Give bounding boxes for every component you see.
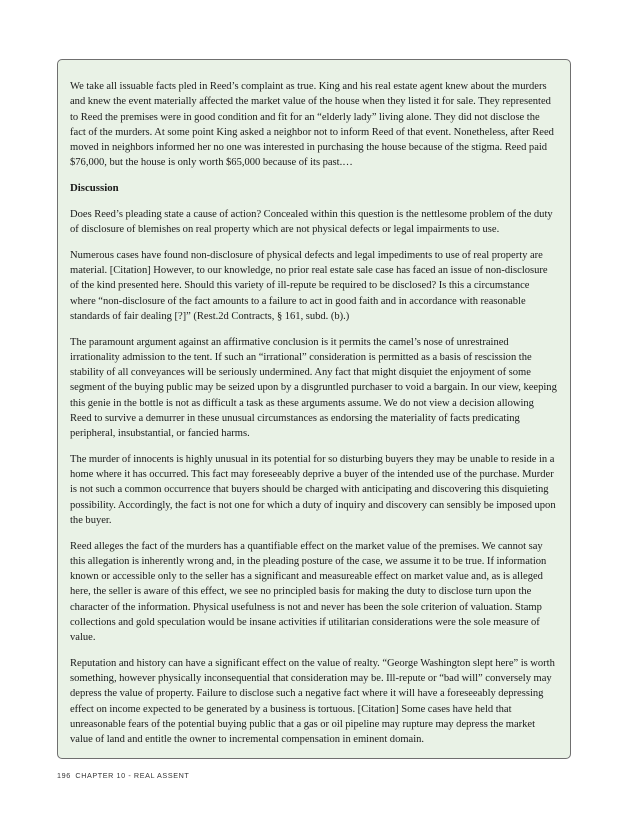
discussion-heading: Discussion [70, 182, 119, 194]
case-excerpt-box [57, 59, 571, 759]
chapter-label: CHAPTER 10 - REAL ASSENT [75, 771, 190, 780]
discussion-paragraph: Does Reed’s pleading state a cause of action? Concealed within this question is the nettlesome problem of the duty of disclosure of blemishes on real property which are not physical defects or legal impairments to use. [70, 208, 553, 235]
page-footer [57, 771, 191, 780]
page-number: 196 [57, 771, 71, 780]
discussion-paragraph: Numerous cases have found non-disclosure of physical defects and legal impediments to use of real property are material. [Citation] However, to our knowledge, no prior real estate sale case has faced an issue of non-disclosure of the kind presented here. Should this variety of ill-repute be required to be disclosed? Is this a circumstance where “non-disclosure of the fact amounts to a failure to act in good faith and in accordance with reasonable standards of fair dealing [?]” (Rest.2d Contracts, § 161, subd. (b).) [70, 249, 548, 322]
discussion-paragraph: Reed alleges the fact of the murders has a quantifiable effect on the market value of the premises. We cannot say this allegation is inherently wrong and, in the pleading posture of the case, we assume it to be true. If information known or accessible only to the seller has a significant and measureable effect on market value and, as is alleged here, the seller is aware of this effect, we see no principled basis for making the duty to disclose turn upon the character of the information. Physical usefulness is not and never has been the sole criterion of valuation. Stamp collections and gold speculation would be insane activities if utilitarian considerations were the sole measure of value. [70, 540, 547, 643]
discussion-paragraph: The paramount argument against an affirmative conclusion is it permits the camel’s nose of unrestrained irrationality admission to the tent. If such an “irrational” consideration is permitted as a basis of rescission the stability of all conveyances will be seriously undermined. Any fact that might disquiet the enjoyment of some segment of the buying public may be seized upon by a disgruntled purchaser to void a bargain. In our view, keeping this genie in the bottle is not as difficult a task as these arguments assume. We do not view a decision allowing Reed to survive a demurrer in these unusual circumstances as endorsing the materiality of facts predicating peripheral, insubstantial, or fancied harms. [70, 336, 557, 439]
discussion-paragraph: The murder of innocents is highly unusual in its potential for so disturbing buyers they may be unable to reside in a home where it has occurred. This fact may foreseeably deprive a buyer of the intended use of the purchase. Murder is not such a common occurrence that buyers should be charged with anticipating and discovering this disquieting possibility. Accordingly, the fact is not one for which a duty of inquiry and discovery can sensibly be imposed upon the buyer. [70, 453, 556, 526]
discussion-paragraph: Reputation and history can have a significant effect on the value of realty. “George Washington slept here” is worth something, however physically inconsequential that consideration may be. Ill-repute or “bad will” conversely may depress the value of property. Failure to disclose such a negative fact where it will have a foreseeably depressing effect on income expected to be generated by a business is tortuous. [Citation] Some cases have held that unreasonable fears of the potential buying public that a gas or oil pipeline may rupture may depress the market value of land and entitle the owner to incremental compensation in eminent domain. [70, 657, 555, 745]
facts-paragraph: We take all issuable facts pled in Reed’s complaint as true. King and his real estate agent knew about the murders and knew the event materially affected the market value of the house when they listed it for sale. They represented to Reed the premises were in good condition and fit for an “elderly lady” living alone. They did not disclose the fact of the murders. At some point King asked a neighbor not to inform Reed of that event. Nonetheless, after Reed moved in neighbors informed her no one was interested in purchasing the house because of the stigma. Reed paid $76,000, but the house is only worth $65,000 because of its past.… [70, 81, 554, 169]
